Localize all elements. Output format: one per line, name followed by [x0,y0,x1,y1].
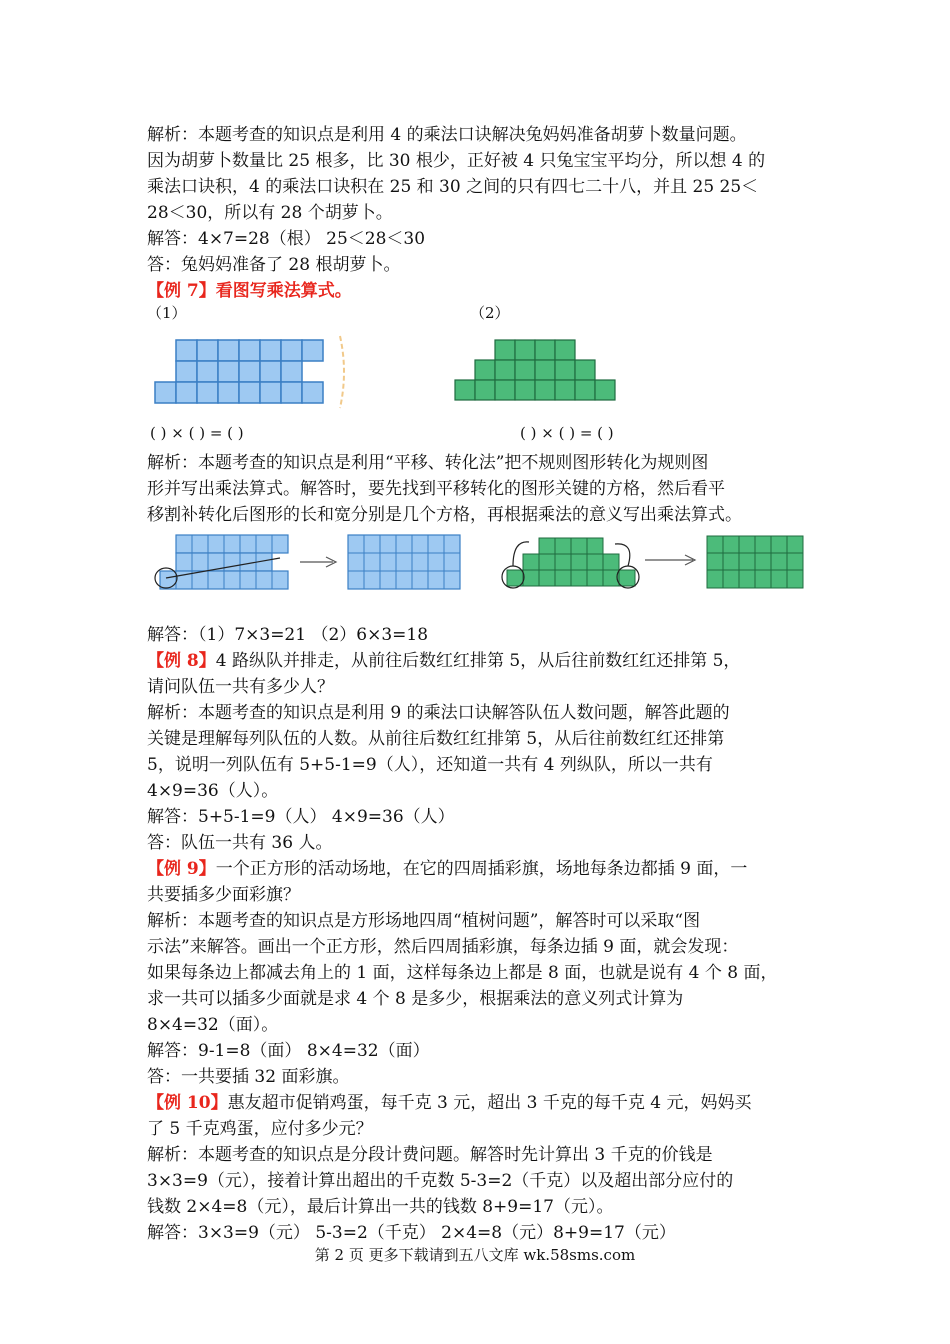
grid-square [535,360,555,380]
grid-square [515,340,535,360]
grid-square [495,360,515,380]
example-10-heading [147,1090,751,1116]
grid-square [176,361,197,382]
example-9-tag: 【例 9】 [147,859,216,879]
text-line: 解析：本题考查的知识点是利用 4 的乘法口诀解决兔妈妈准备胡萝卜数量问题。 [147,125,747,145]
text-line: 请问队伍一共有多少人？ [147,677,334,697]
text-line: 答：一共要插 32 面彩旗。 [147,1067,350,1087]
text-line: 解答：9-1=8（面） 8×4=32（面） [147,1041,430,1061]
example-7-tag: 【例 7】 [147,281,216,301]
grid-square [197,361,218,382]
example-8-text: 4 路纵队并排走，从前往后数红红排第 5，从后往前数红红还排第 5， [215,651,741,671]
grid-square [218,361,239,382]
grid-square [281,382,302,403]
text-line: 关键是理解每列队伍的人数。从前往后数红红排第 5，从后往前数红红还排第 [147,729,725,749]
text-line: 乘法口诀积，4 的乘法口诀积在 25 和 30 之间的只有四七二十八，并且 25 25＜ [147,177,759,197]
grid-square [515,380,535,400]
grid-square [197,340,218,361]
grid-square [495,340,515,360]
text-line: 因为胡萝卜数量比 25 根多，比 30 根少，正好被 4 只兔宝宝平均分，所以想 4 的 [147,151,766,171]
example-10-text: 惠友超市促销鸡蛋，每千克 3 元，超出 3 千克的每千克 4 元，妈妈买 [227,1093,752,1113]
grid-square [475,360,495,380]
grid-square [239,361,260,382]
grid-square [595,380,615,400]
text-line: 了 5 千克鸡蛋，应付多少元？ [147,1119,373,1139]
answer-blanks-1: ( ) × ( ) = ( ) [150,424,244,442]
grid-square [155,382,176,403]
text-line: 解析：本题考查的知识点是利用“平移、转化法”把不规则图形转化为规则图 [147,453,709,473]
grid-square [535,340,555,360]
example-8-heading [147,648,740,674]
grid-square [555,360,575,380]
grid-square [260,382,281,403]
example-9-heading [147,856,747,882]
grid-row [176,535,288,553]
grid-square [218,340,239,361]
grid-square [176,340,197,361]
grid-square [535,380,555,400]
result-rectangle [348,535,460,589]
example-9-text: 一个正方形的活动场地，在它的四周插彩旗，场地每条边都插 9 面，一 [215,859,748,879]
grid-square [176,382,197,403]
figure-1-label: （1） [147,304,187,322]
right-arrow-icon [645,555,695,565]
grid-square [302,382,323,403]
figure-1-blue-grid [150,332,360,412]
page-footer: 第 2 页 更多下载请到五八文库 wk.58sms.com [314,1246,636,1264]
grid-square [281,340,302,361]
grid-square [302,340,323,361]
grid-square [455,380,475,400]
text-line: 答：队伍一共有 36 人。 [147,833,333,853]
text-line: 求一共可以插多少面就是求 4 个 8 是多少，根据乘法的意义列式计算为 [147,989,684,1009]
text-line: 钱数 2×4=8（元），最后计算出一共的钱数 8+9=17（元）。 [147,1197,614,1217]
text-line: 如果每条边上都减去角上的 1 面，这样每条边上都是 8 面，也就是说有 4 个 8 面， [147,963,778,983]
translation-diagram-blue [148,530,468,600]
text-line: 解析：本题考查的知识点是方形场地四周“植树问题”，解答时可以采取“图 [147,911,701,931]
example-10-tag: 【例 10】 [147,1093,228,1113]
text-line: 答：兔妈妈准备了 28 根胡萝卜。 [147,255,401,275]
grid-square [281,361,302,382]
text-line: 4×9=36（人）。 [147,781,279,801]
text-line: 解答：4×7=28（根） 25＜28＜30 [147,229,426,249]
figure-2-green-grid [450,332,620,412]
grid-square [218,382,239,403]
text-line: 解答：3×3=9（元） 5-3=2（千克） 2×4=8（元）8+9=17（元） [147,1223,676,1243]
grid-square [260,340,281,361]
text-line: 解答：5+5-1=9（人） 4×9=36（人） [147,807,455,827]
grid-square [197,382,218,403]
grid-square [495,380,515,400]
dashed-curve [340,336,344,408]
text-line: 28＜30，所以有 28 个胡萝卜。 [147,203,393,223]
text-line: 5，说明一列队伍有 5+5-1=9（人），还知道一共有 4 列纵队，所以一共有 [147,755,713,775]
grid-square [555,340,575,360]
text-line: 形并写出乘法算式。解答时，要先找到平移转化的图形关键的方格，然后看平 [147,479,725,499]
text-line: 解答：（1）7×3=21 （2）6×3=18 [147,625,429,645]
example-7-heading [147,278,352,304]
text-line: 示法”来解答。画出一个正方形，然后四周插彩旗，每条边插 9 面，就会发现： [147,937,739,957]
answer-blanks-2: ( ) × ( ) = ( ) [520,424,614,442]
grid-square [260,361,281,382]
right-arrow-icon [300,557,336,567]
example-8-tag: 【例 8】 [147,651,216,671]
grid-square [239,340,260,361]
text-line: 8×4=32（面）。 [147,1015,279,1035]
grid-square [475,380,495,400]
text-line: 3×3=9（元），接着计算出超出的千克数 5-3=2（千克）以及超出部分应付的 [147,1171,734,1191]
text-line: 移割补转化后图形的长和宽分别是几个方格，再根据乘法的意义写出乘法算式。 [147,505,742,525]
text-line: 解析：本题考查的知识点是分段计费问题。解答时先计算出 3 千克的价钱是 [147,1145,713,1165]
grid-square [515,360,535,380]
grid-square [575,380,595,400]
grid-square [555,380,575,400]
figure-2-label: （2） [470,304,510,322]
grid-square [575,360,595,380]
example-7-title: 看图写乘法算式。 [215,281,352,301]
text-line: 解析：本题考查的知识点是利用 9 的乘法口诀解答队伍人数问题，解答此题的 [147,703,730,723]
translation-diagram-green [495,530,810,600]
text-line: 共要插多少面彩旗？ [147,885,300,905]
grid-square [239,382,260,403]
